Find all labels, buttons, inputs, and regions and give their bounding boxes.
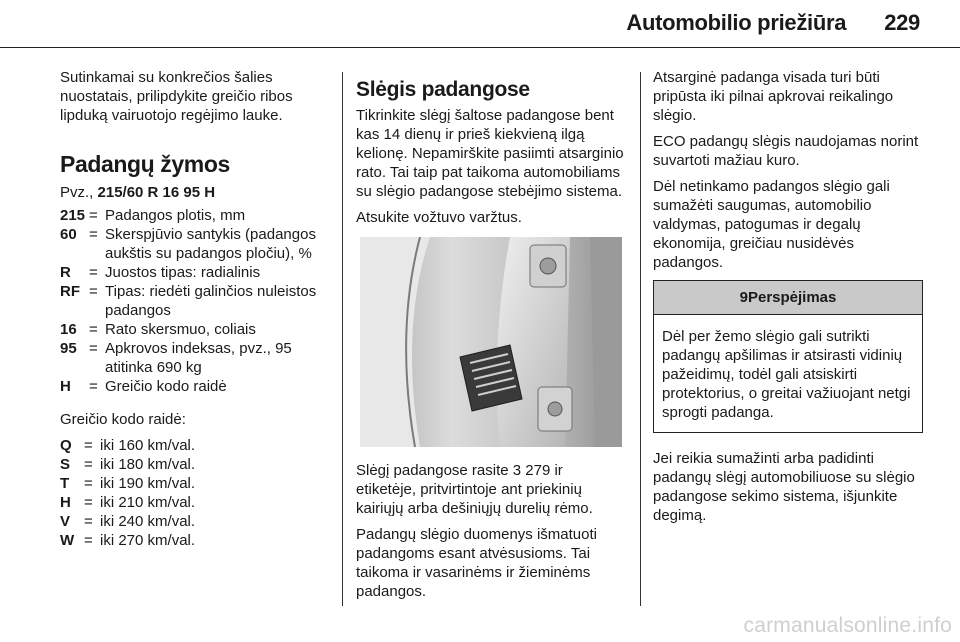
speed-key: W (60, 532, 75, 549)
column-divider (342, 72, 343, 606)
definition-row (60, 206, 328, 225)
definition-row (60, 282, 328, 320)
speed-row (60, 531, 328, 550)
warning-triangle-icon: 9 (739, 289, 748, 306)
speed-row (60, 436, 328, 455)
column-left (60, 68, 328, 564)
definition-key: R (60, 264, 71, 281)
speed-row (60, 493, 328, 512)
definition-row (60, 339, 328, 377)
page-title: Automobilio priežiūra (626, 10, 847, 35)
speed-value: iki 190 km/val. (100, 475, 196, 492)
speed-row (60, 512, 328, 531)
equals-sign: = (84, 513, 93, 530)
speed-value: iki 240 km/val. (100, 513, 196, 530)
speed-value: iki 270 km/val. (100, 532, 196, 549)
valve-paragraph: Atsukite vožtuvo varžtus. (356, 209, 522, 226)
equals-sign: = (89, 264, 98, 281)
speed-row (60, 474, 328, 493)
watermark: carmanualsonline.info (743, 614, 952, 637)
tyre-code-definitions (60, 206, 328, 396)
warning-title: Perspėjimas (747, 289, 837, 306)
speed-key: H (60, 494, 71, 511)
speed-value: iki 160 km/val. (100, 437, 196, 454)
equals-sign: = (84, 437, 93, 454)
speed-value: iki 180 km/val. (100, 456, 196, 473)
definition-row (60, 225, 328, 263)
cold-tyre-paragraph: Padangų slėgio duomenys išmatuoti padangoms esant atvėsusioms. Tai taikoma ir vasarinėms ir žieminėms padangos. (356, 526, 597, 600)
page-number: 229 (884, 10, 920, 35)
definition-row (60, 263, 328, 282)
equals-sign: = (84, 475, 93, 492)
equals-sign: = (89, 283, 98, 300)
example-prefix: Pvz., (60, 184, 98, 201)
door-frame-label-photo (360, 237, 622, 447)
speed-key: V (60, 513, 71, 530)
ignition-paragraph: Jei reikia sumažinti arba padidinti padangų slėgį automobiliuose su slėgio padangose sekimo sistema, išjunkite degimą. (653, 450, 915, 524)
speed-code-label: Greičio kodo raidė: (60, 411, 186, 428)
equals-sign: = (89, 340, 98, 357)
equals-sign: = (89, 207, 98, 224)
spare-tyre-paragraph: Atsarginė padanga visada turi būti pripūsta iki pilnai apkrovai reikalingo slėgio. (653, 69, 894, 124)
example-line (60, 183, 328, 202)
definition-key: 215 (60, 207, 86, 224)
incorrect-pressure-paragraph: Dėl netinkamo padangos slėgio gali sumažėti saugumas, automobilio valdymas, patogumas ir degalų ekonomija, greičiau nusidėvės padangos. (653, 178, 890, 271)
header-divider (0, 47, 960, 48)
definition-value: Apkrovos indeksas, pvz., 95 atitinka 690 kg (105, 340, 292, 376)
definition-value: Juostos tipas: radialinis (105, 264, 261, 281)
equals-sign: = (89, 226, 98, 243)
door-frame-illustration (360, 237, 622, 447)
intro-paragraph: Sutinkamai su konkrečios šalies nuostatais, prilipdykite greičio ribos lipduką vairuotojo regėjimo lauke. (60, 69, 293, 124)
label-location-paragraph: Slėgį padangose rasite 3 279 ir etiketėje, pritvirtintoje ant priekinių kairiųjų arba dešiniųjų durelių rėmo. (356, 462, 593, 517)
equals-sign: = (89, 378, 98, 395)
equals-sign: = (84, 532, 93, 549)
page-header (626, 10, 920, 36)
column-right (653, 68, 923, 532)
speed-key: T (60, 475, 70, 492)
definition-key: 60 (60, 226, 77, 243)
section-heading-tyre-markings: Padangų žymos (60, 151, 230, 177)
definition-key: 16 (60, 321, 77, 338)
definition-value: Skerspjūvio santykis (padangos aukštis su padangos pločiu), % (105, 226, 316, 262)
definition-key: 95 (60, 340, 77, 357)
equals-sign: = (84, 494, 93, 511)
warning-header (654, 281, 922, 315)
speed-value: iki 210 km/val. (100, 494, 196, 511)
definition-row (60, 377, 328, 396)
example-code: 215/60 R 16 95 H (97, 184, 216, 201)
equals-sign: = (84, 456, 93, 473)
speed-row (60, 455, 328, 474)
pressure-paragraph: Tikrinkite slėgį šaltose padangose bent kas 14 dienų ir prieš kiekvieną ilgą kelionę. Nepamirškite pasiimti atsarginio rato. Tai taip pat taikoma automobiliams su slėgio padangose stebėjimo sistema. (356, 107, 624, 200)
definition-value: Padangos plotis, mm (105, 207, 246, 224)
section-heading-tyre-pressure: Slėgis padangose (356, 78, 530, 101)
eco-pressure-paragraph: ECO padangų slėgis naudojamas norint suvartoti mažiau kuro. (653, 133, 919, 169)
column-divider (640, 72, 641, 606)
equals-sign: = (89, 321, 98, 338)
definition-key: RF (60, 283, 80, 300)
definition-value: Tipas: riedėti galinčios nuleistos padangos (105, 283, 317, 319)
definition-value: Greičio kodo raidė (105, 378, 227, 395)
warning-box (653, 280, 923, 433)
warning-body: Dėl per žemo slėgio gali sutrikti padangų apšilimas ir atsirasti vidinių pažeidimų, todėl gali atsiskirti protektorius, o greitai važiuojant netgi sprogti padanga. (662, 328, 911, 421)
speed-code-list (60, 436, 328, 550)
definition-key: H (60, 378, 71, 395)
definition-value: Rato skersmuo, coliais (105, 321, 256, 338)
definition-row (60, 320, 328, 339)
speed-key: S (60, 456, 71, 473)
column-middle (356, 78, 626, 608)
speed-key: Q (60, 437, 72, 454)
